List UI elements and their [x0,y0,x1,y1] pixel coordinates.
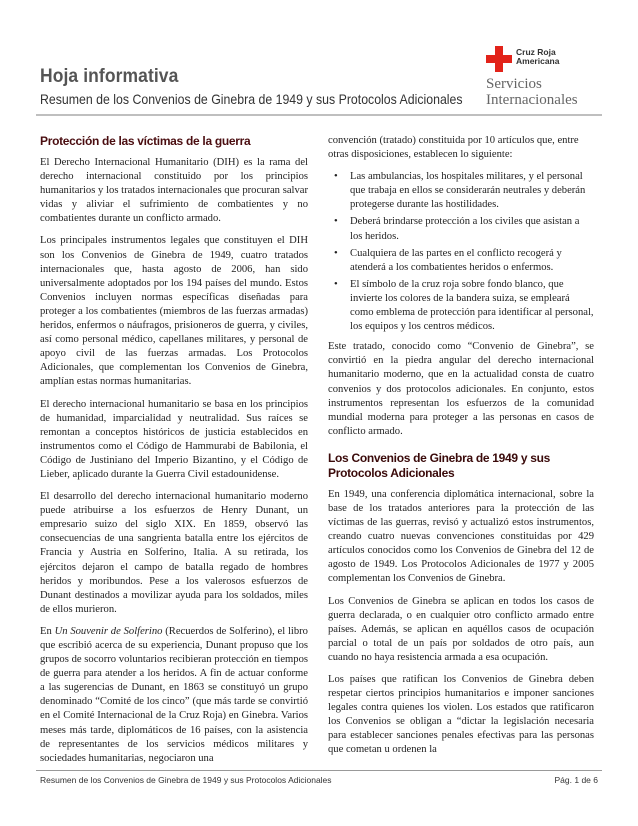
red-cross-icon [486,46,512,72]
paragraph: En 1949, una conferencia diplomática internacional, sobre la base de los tratados anteriores para la protección de las víctimas de las guerras, revisó y actualizó estos instrumentos, creando cuatro nuevas convenciones constituidas por 429 artículos conocidos como los Convenios de Ginebra del 12 de agosto de 1949. Los Protocolos Adicionales de 1977 y 2005 complementan los Convenios de Ginebra. [328,488,594,585]
footer-divider [36,770,602,771]
list-item [328,170,594,212]
page-number: Pág. 1 de 6 [554,775,598,785]
footer-document-title: Resumen de los Convenios de Ginebra de 1949 y sus Protocolos Adicionales [40,775,332,785]
paragraph: convención (tratado) constituida por 10 artículos que, entre otras disposiciones, establecen lo siguiente: [328,135,579,161]
bullet-icon: • [334,247,338,259]
paragraph: El Derecho Internacional Humanitario (DIH) es la rama del derecho internacional constituido por los principios humanitarios y los tratados internacionales que procuran salvar vidas y aliviar el sufrimiento de combatientes y no combatientes durante un conflicto armado. [40,157,308,225]
paragraph: Los países que ratifican los Convenios de Ginebra deben respetar ciertos principios humanitarios e imponer sanciones legales contra quienes los violen. Los estados que ratificaron los Convenios se obligan a “dictar la legislación necesaria para establecer sanciones penales efectivas para las personas que cometan u ordenen la [328,674,594,756]
right-column [328,134,594,766]
list-item [328,278,594,334]
paragraph [40,625,308,766]
logo-services-line2: Internacionales [486,92,578,108]
provisions-list [328,170,594,334]
document-type-title: Hoja informativa [40,66,179,87]
bullet-icon: • [334,216,338,228]
section-heading-protection: Protección de las víctimas de la guerra [40,134,251,148]
list-item-text: Deberá brindarse protección a los civiles que asistan a los heridos. [350,216,580,242]
list-item-text: El símbolo de la cruz roja sobre fondo blanco, que invierte los colores de la bandera suiza, se empleará como emblema de protección para identificar al personal, los equipos y los centros médicos. [350,278,594,333]
list-item [328,247,594,275]
bullet-icon: • [334,171,338,183]
header-divider [36,114,602,116]
document-subtitle: Resumen de los Convenios de Ginebra de 1949 y sus Protocolos Adicionales [40,91,463,107]
paragraph-rest: (Recuerdos de Solferino), el libro que escribió acerca de su experiencia, Dunant propuso que los grupos de socorro voluntarios recibieran protección en tiempos de guerra para atender a los heridos. A fin de actuar conforme a las sugerencias de Dunant, en 1863 se constituyó un grupo denominado “Comité de los cinco” (que más tarde se convirtió en el Comité Internacional de la Cruz Roja) en Ginebra. Varios meses más tarde, diplomáticos de 16 países, con la asistencia de representantes de los servicios médicos militares y sociedades humanitarias, negociaron una [40,625,308,764]
paragraph-prefix: En [40,625,55,637]
logo-services-line1: Servicios [486,76,542,92]
paragraph: Este tratado, conocido como “Convenio de Ginebra”, se convirtió en la piedra angular del derecho internacional humanitario moderno, que en la actualidad consta de cuatro convenios y dos protocolos adicionales. En conjunto, estos instrumentos representan los esfuerzos de la comunidad mundial moderna para proteger a las personas en casos de conflicto armado. [328,341,594,437]
list-item-text: Las ambulancias, los hospitales militares, y el personal que trabaja en ellos se considerarán neutrales y deberán protegerse durante las hostilidades. [350,171,586,211]
paragraph: El derecho internacional humanitario se basa en los principios de humanidad, imparcialidad y neutralidad. Sus raíces se remontan a conceptos históricos de justicia establecidos en instrumentos como el Código de Hammurabi de Babilonia, el Código de Justiniano del Imperio Bizantino, y el Código de Lieber, aplicado durante la Guerra Civil estadounidense. [40,398,308,480]
list-item-text: Cualquiera de las partes en el conflicto recogerá y atenderá a los combatientes heridos o enfermos. [350,247,562,273]
left-column [40,134,308,774]
list-item [328,215,594,243]
section-heading-conventions: Los Convenios de Ginebra de 1949 y sus Protocolos Adicionales [328,450,551,480]
bullet-icon: • [334,278,338,290]
logo-org-line1: Cruz Roja [516,47,556,57]
paragraph: Los principales instrumentos legales que constituyen el DIH son los Convenios de Ginebra de 1949, cuatro tratados internacionales que, hasta agosto de 2006, han sido universalmente adoptados por los 194 países del mundo. Estos Convenios incluyen normas específicas diseñadas para proteger a los combatientes (miembros de las fuerzas armadas) heridos, enfermos o náufragos, prisioneros de guerra, y civiles, así como personal médico, capellanes militares, y personal de apoyo civil de las fuerzas armadas. Los Protocolos Adicionales, que complementan los Convenios de Ginebra, amplían estas normas humanitarias. [40,235,308,388]
red-cross-logo [486,46,606,110]
paragraph: Los Convenios de Ginebra se aplican en todos los casos de guerra declarada, o en cualquier otro conflicto armado entre países. Además, se aplican en aquéllos casos de ocupación parcial o total de un país por soldados de otro país, aun cuando no haya resistencia armada a esa ocupación. [328,595,594,663]
paragraph: El desarrollo del derecho internacional humanitario moderno puede atribuirse a los esfuerzos de Henry Dunant, un empresario suizo del siglo XIX. En 1859, observó las consecuencias de una sangrienta batalla entre los ejércitos de Francia y Austria en Solferino, Italia. A su retirada, los ejércitos dejaron el campo de batalla regado de hombres heridos y moribundos. Pese a los valerosos esfuerzos de Dunant destinados a movilizar ayuda para los soldados, miles de ellos murieron. [40,491,308,615]
logo-services-name [486,76,578,108]
logo-org-name [516,48,576,66]
book-title: Un Souvenir de Solferino [54,625,163,637]
logo-org-line2: Americana [516,56,560,66]
